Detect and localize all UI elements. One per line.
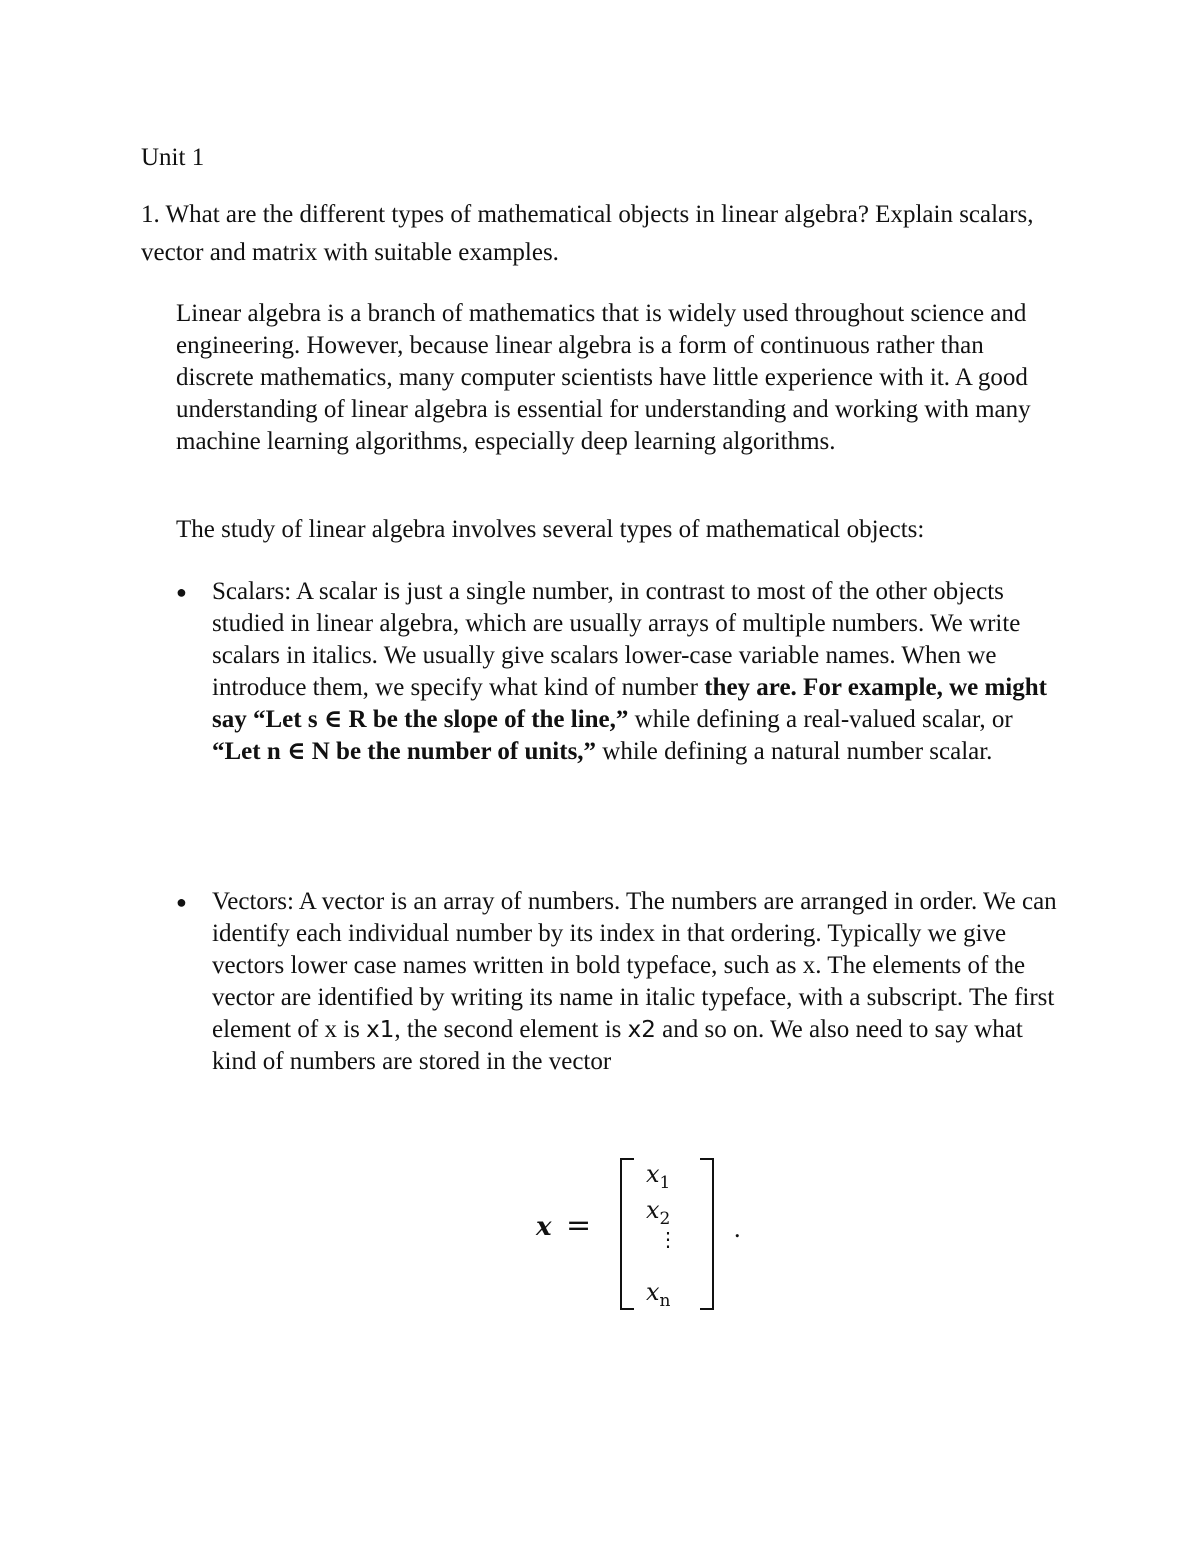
question-text: 1. What are the different types of mathematical objects in linear algebra? Explain scalars, vector and matrix with suitable examples.: [141, 201, 1034, 266]
equation-period: .: [734, 1214, 741, 1243]
scalars-mid: while defining a real-valued scalar, or: [628, 706, 1013, 733]
vector-entry: [646, 1278, 706, 1311]
unit-heading: Unit 1: [141, 144, 205, 171]
vertical-dots: ⋮: [658, 1227, 678, 1251]
entry-symbol: x: [646, 1160, 660, 1188]
scalars-text: [212, 576, 1067, 768]
bullet-icon: ●: [176, 892, 187, 912]
entry-subscript: 2: [659, 1208, 671, 1229]
left-bracket: [620, 1158, 634, 1310]
vector-entry: [646, 1196, 706, 1229]
entry-symbol: x: [646, 1278, 660, 1306]
entry-subscript: 1: [659, 1172, 671, 1193]
intro-paragraph: Linear algebra is a branch of mathematics that is widely used throughout science and engineering. However, because linear algebra is a form of continuous rather than discrete mathematics, many computer scientists have little experience with it. A good understanding of linear algebra is essential for understanding and working with many machine learning algorithms, especially deep learning algorithms.: [176, 300, 1031, 455]
scalars-plain: Scalars: A scalar is just a single number, in contrast to most of the other objects studied in linear algebra, which are usually arrays of multiple numbers. We write scalars in italics. We usually give scalars lower-case variable names. When we introduce them, we specify what kind of number: [212, 578, 1021, 701]
vectors-text: [212, 886, 1067, 1078]
scalars-bold: they are. For example, we might say “Let s ∈ R be the slope of the line,”: [212, 674, 1047, 733]
vectors-x1: x1: [366, 1017, 395, 1043]
scalars-end: while defining a natural number scalar.: [596, 738, 993, 765]
entry-subscript: n: [659, 1290, 671, 1311]
vector-entry: [646, 1160, 706, 1193]
bullet-icon: ●: [176, 582, 187, 602]
scalars-bold-2: “Let n ∈ N be the number of units,”: [212, 738, 597, 765]
vectors-part1: Vectors: A vector is an array of numbers. The numbers are arranged in order. We can identify each individual number by its index in that ordering. Typically we give vectors lower case names written in bold typeface, such as x. The elements of the vector are identified by writing its name in italic typeface, with a subscript. The first element of x is: [212, 888, 1057, 1043]
equals-sign: =: [566, 1208, 592, 1243]
equation-lhs: x: [536, 1212, 552, 1242]
study-line: The study of linear algebra involves several types of mathematical objects:: [176, 516, 925, 543]
vector-equation: [530, 1150, 770, 1320]
vectors-part3: and so on. We also need to say what kind of numbers are stored in the vector: [212, 1016, 1023, 1075]
vectors-part2: , the second element is: [394, 1016, 628, 1043]
vectors-x2: x2: [627, 1017, 656, 1043]
entry-symbol: x: [646, 1196, 660, 1224]
